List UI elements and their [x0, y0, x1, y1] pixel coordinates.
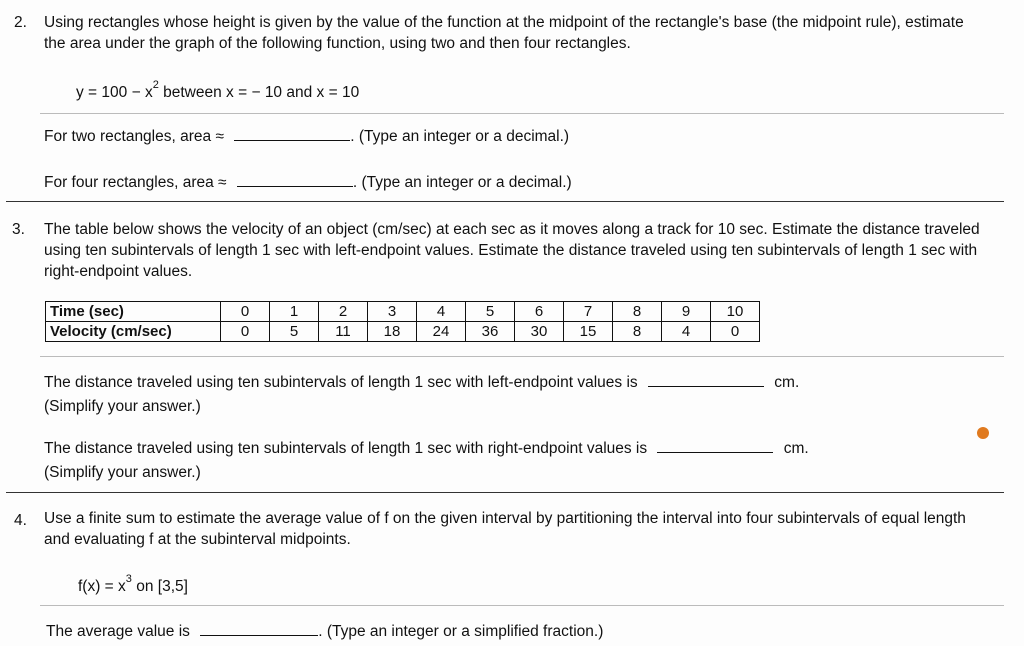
velocity-cell: 24 — [417, 322, 466, 342]
divider — [40, 113, 1004, 114]
four-rect-label: For four rectangles, area ≈ — [44, 174, 227, 191]
function-exponent: 3 — [125, 572, 132, 585]
problem-2-number: 2. — [14, 14, 27, 31]
right-endpoint-answer-input[interactable] — [657, 436, 773, 453]
four-rect-row — [44, 170, 572, 193]
section-divider — [6, 201, 1004, 202]
left-endpoint-label: The distance traveled using ten subintervals of length 1 sec with left-endpoint values is — [44, 374, 638, 391]
two-rect-label: For two rectangles, area ≈ — [44, 128, 224, 145]
time-cell: 5 — [466, 302, 515, 322]
problem-3-text: The table below shows the velocity of an object (cm/sec) at each sec as it moves along a track for 10 sec. Estimate the distance traveled using ten subintervals of length 1 sec with left-endpoint values. Estimate the distance traveled using ten subintervals of length 1 sec with right-endpoint values. — [44, 221, 980, 280]
four-rect-answer-input[interactable] — [237, 170, 353, 187]
section-divider — [6, 492, 1004, 493]
function-interval: on [3,5] — [131, 578, 188, 595]
velocity-cell: 18 — [368, 322, 417, 342]
problem-2-text: Using rectangles whose height is given by the value of the function at the midpoint of the rectangle's base (the midpoint rule), estimate the area under the graph of the following function, using two and then four rectangles. — [44, 14, 964, 52]
left-endpoint-row — [44, 370, 799, 393]
velocity-table — [45, 301, 760, 342]
two-rect-note: . (Type an integer or a decimal.) — [350, 128, 570, 145]
problem-4-function — [78, 572, 188, 597]
problem-4-text: Use a finite sum to estimate the average value of f on the given interval by partitioning the interval into four subintervals of equal length and evaluating f at the subinterval midpoints. — [44, 510, 966, 548]
status-dot — [977, 427, 989, 439]
right-endpoint-label: The distance traveled using ten subintervals of length 1 sec with right-endpoint values is — [44, 440, 648, 457]
velocity-header: Velocity (cm/sec) — [46, 322, 221, 342]
problem-4-number: 4. — [14, 512, 27, 529]
left-endpoint-answer-input[interactable] — [648, 370, 764, 387]
time-cell: 8 — [613, 302, 662, 322]
time-cell: 9 — [662, 302, 711, 322]
average-value-row — [46, 619, 603, 642]
velocity-cell: 30 — [515, 322, 564, 342]
function-interval: between x = − 10 and x = 10 — [158, 84, 360, 101]
velocity-row — [46, 322, 760, 342]
velocity-cell: 5 — [270, 322, 319, 342]
left-endpoint-unit: cm. — [774, 374, 800, 391]
function-base: f(x) = x — [78, 578, 126, 595]
time-cell: 7 — [564, 302, 613, 322]
velocity-cell: 0 — [221, 322, 270, 342]
velocity-cell: 11 — [319, 322, 368, 342]
time-cell: 1 — [270, 302, 319, 322]
two-rect-answer-input[interactable] — [234, 124, 350, 141]
function-base: y = 100 − x — [76, 84, 153, 101]
velocity-cell: 36 — [466, 322, 515, 342]
average-value-note: . (Type an integer or a simplified fraction.) — [318, 623, 604, 640]
time-cell: 3 — [368, 302, 417, 322]
velocity-cell: 4 — [662, 322, 711, 342]
left-simplify-note: (Simplify your answer.) — [44, 398, 201, 415]
velocity-cell: 15 — [564, 322, 613, 342]
right-simplify-note: (Simplify your answer.) — [44, 464, 201, 481]
time-header: Time (sec) — [46, 302, 221, 322]
function-exponent: 2 — [152, 78, 159, 91]
time-cell: 0 — [221, 302, 270, 322]
time-cell: 2 — [319, 302, 368, 322]
divider — [40, 605, 1004, 606]
time-cell: 10 — [711, 302, 760, 322]
velocity-cell: 0 — [711, 322, 760, 342]
right-endpoint-unit: cm. — [783, 440, 809, 457]
problem-2-function — [76, 78, 360, 103]
right-endpoint-row — [44, 436, 809, 459]
time-cell: 4 — [417, 302, 466, 322]
velocity-cell: 8 — [613, 322, 662, 342]
average-value-label: The average value is — [46, 623, 190, 640]
divider — [40, 356, 1004, 357]
problem-3-number: 3. — [12, 221, 25, 238]
four-rect-note: . (Type an integer or a decimal.) — [352, 174, 572, 191]
time-cell: 6 — [515, 302, 564, 322]
time-row — [46, 302, 760, 322]
two-rect-row — [44, 124, 569, 147]
average-value-answer-input[interactable] — [200, 619, 318, 636]
